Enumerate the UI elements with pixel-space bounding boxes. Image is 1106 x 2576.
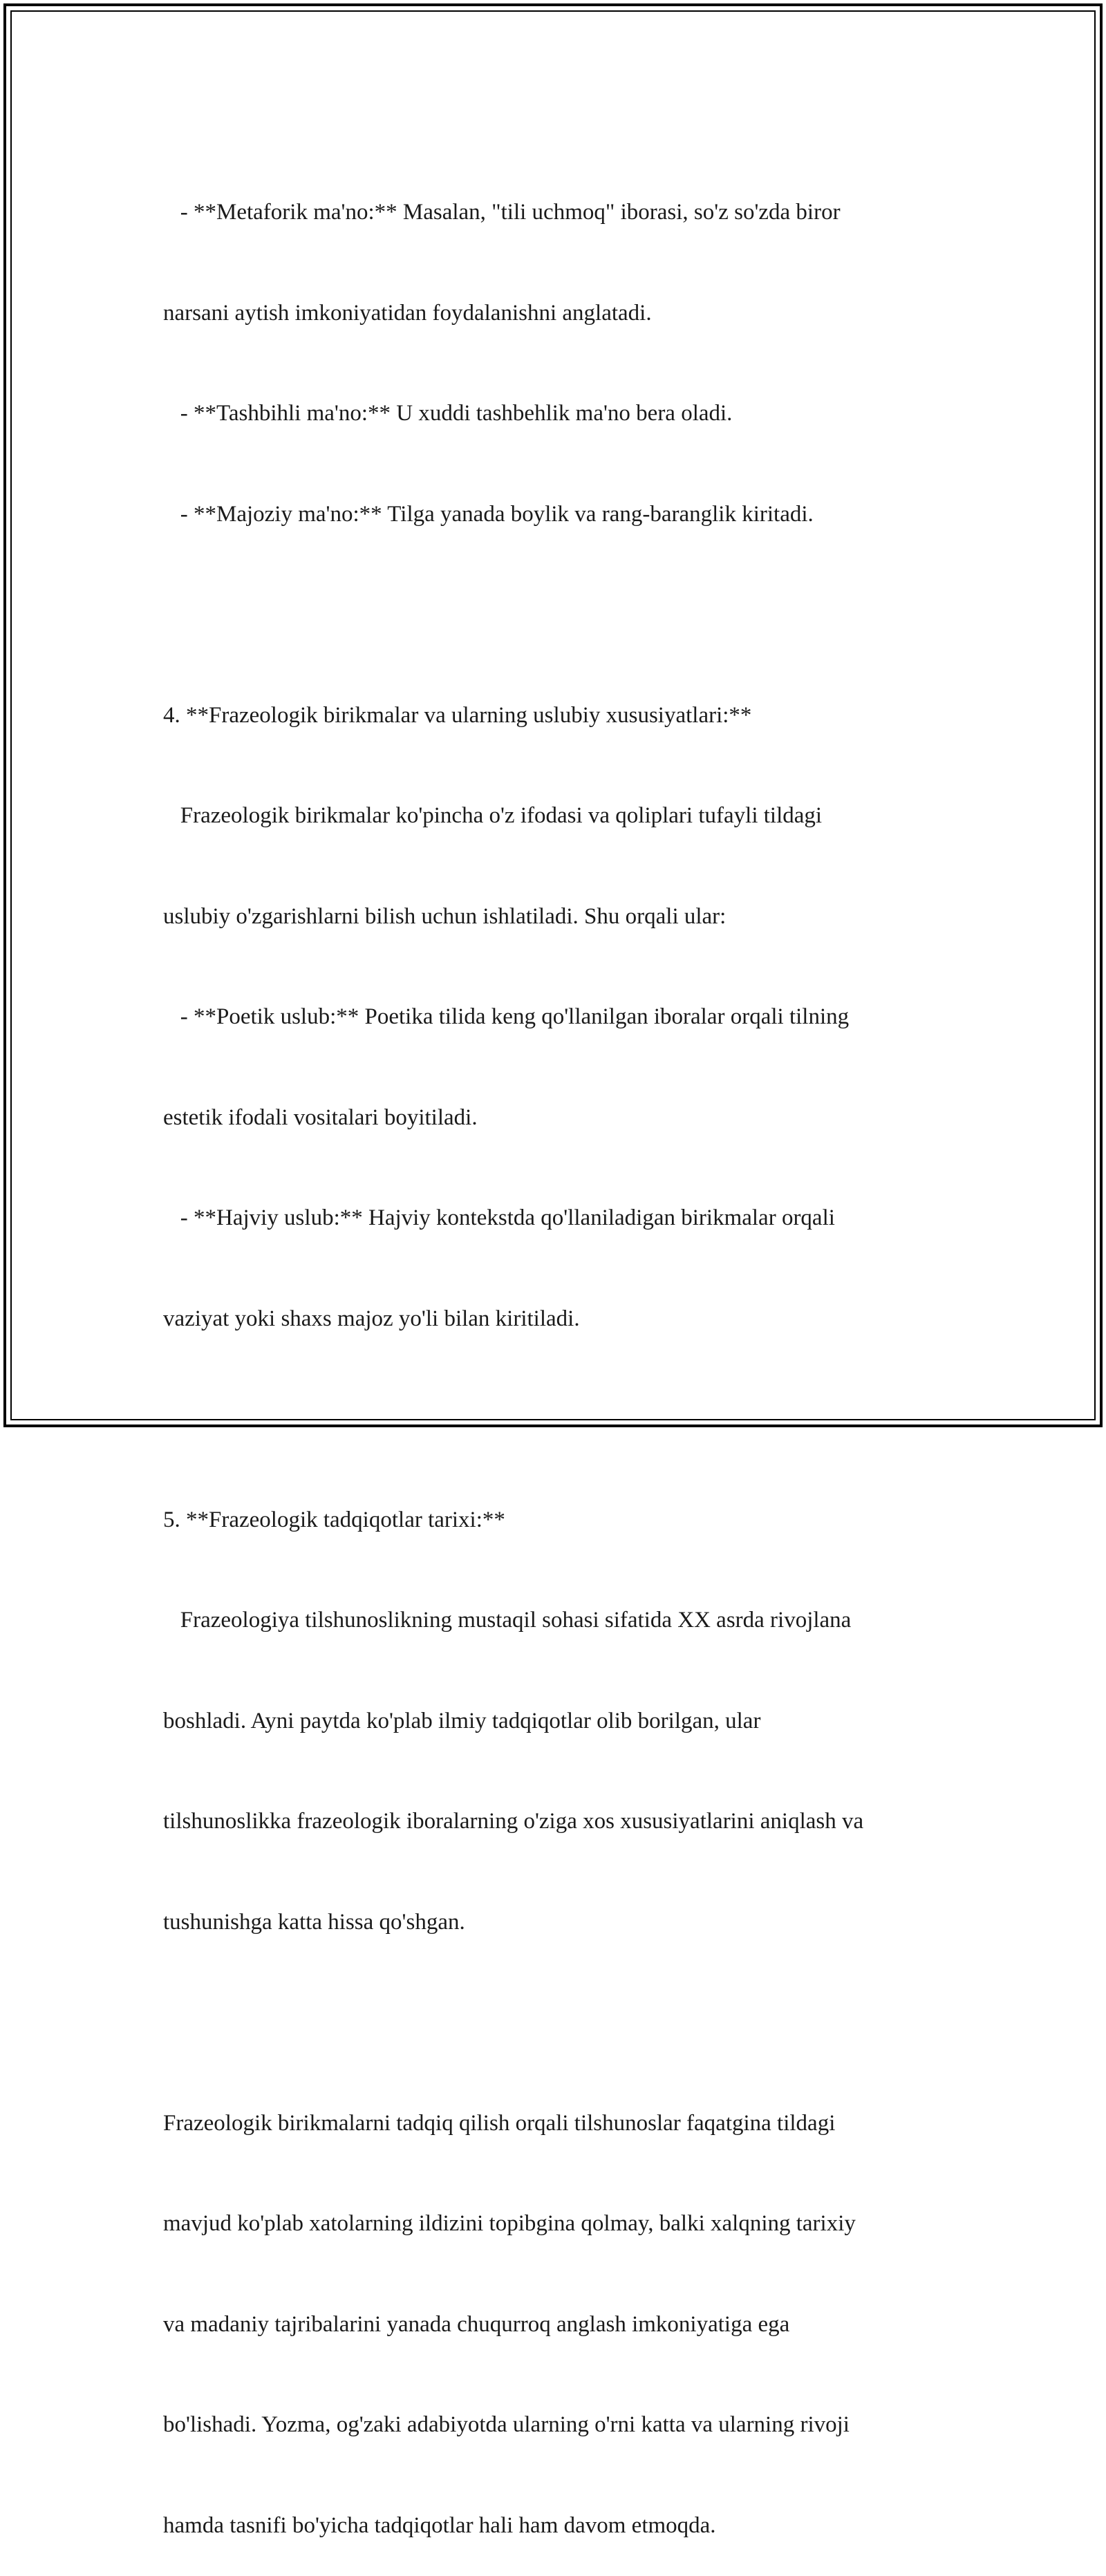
text-line: Frazeologiya tilshunoslikning mustaqil sohasi sifatida XX asrda rivojlana [163, 1608, 852, 1633]
text-line: tushunishga katta hissa qo'shgan. [163, 1909, 465, 1935]
paragraph-gap [163, 2006, 951, 2040]
text-line: uslubiy o'zgarishlarni bilish uchun ishlatiladi. Shu orqali ular: [163, 903, 727, 929]
text-line: - **Hajviy uslub:** Hajviy kontekstda qo'llaniladigan birikmalar orqali [163, 1205, 835, 1230]
paragraph-gap [163, 598, 951, 632]
text-line: boshladi. Ayni paytda ko'plab ilmiy tadqiqotlar olib borilgan, ular [163, 1708, 761, 1733]
section-heading-5: 5. **Frazeologik tadqiqotlar tarixi:** [163, 1507, 505, 1532]
text-line: estetik ifodali vositalari boyitiladi. [163, 1104, 478, 1130]
paragraph-gap [163, 1402, 951, 1436]
conclusion-line: va madaniy tajribalarini yanada chuqurroq anglash imkoniyatiga ega [163, 2311, 790, 2337]
text-line: Frazeologik birikmalar ko'pincha o'z ifodasi va qoliplari tufayli tildagi [163, 803, 823, 828]
text-line: tilshunoslikka frazeologik iboralarning o'ziga xos xususiyatlarini aniqlash va [163, 1809, 864, 1834]
conclusion-line: mavjud ko'plab xatolarning ildizini topibgina qolmay, balki xalqning tarixiy [163, 2211, 856, 2236]
text-line: - **Majoziy ma'no:** Tilga yanada boylik va rang-baranglik kiritadi. [163, 501, 814, 527]
text-line: narsani aytish imkoniyatidan foydalanishni anglatadi. [163, 300, 652, 326]
document-body [163, 129, 951, 2576]
text-line: - **Poetik uslub:** Poetika tilida keng qo'llanilgan iboralar orqali tilning [163, 1004, 850, 1029]
text-line: vaziyat yoki shaxs majoz yo'li bilan kiritiladi. [163, 1306, 580, 1331]
conclusion-line: bo'lishadi. Yozma, og'zaki adabiyotda ularning o'rni katta va ularning rivoji [163, 2412, 850, 2437]
section-heading-4: 4. **Frazeologik birikmalar va ularning uslubiy xususiyatlari:** [163, 702, 752, 728]
conclusion-line: hamda tasnifi bo'yicha tadqiqotlar hali ham davom etmoqda. [163, 2512, 716, 2538]
text-line: - **Metaforik ma'no:** Masalan, "tili uchmoq" iborasi, so'z so'zda biror [163, 200, 841, 225]
text-line: - **Tashbihli ma'no:** U xuddi tashbehlik ma'no bera oladi. [163, 401, 733, 426]
conclusion-line: Frazeologik birikmalarni tadqiq qilish orqali tilshunoslar faqatgina tildagi [163, 2110, 836, 2136]
